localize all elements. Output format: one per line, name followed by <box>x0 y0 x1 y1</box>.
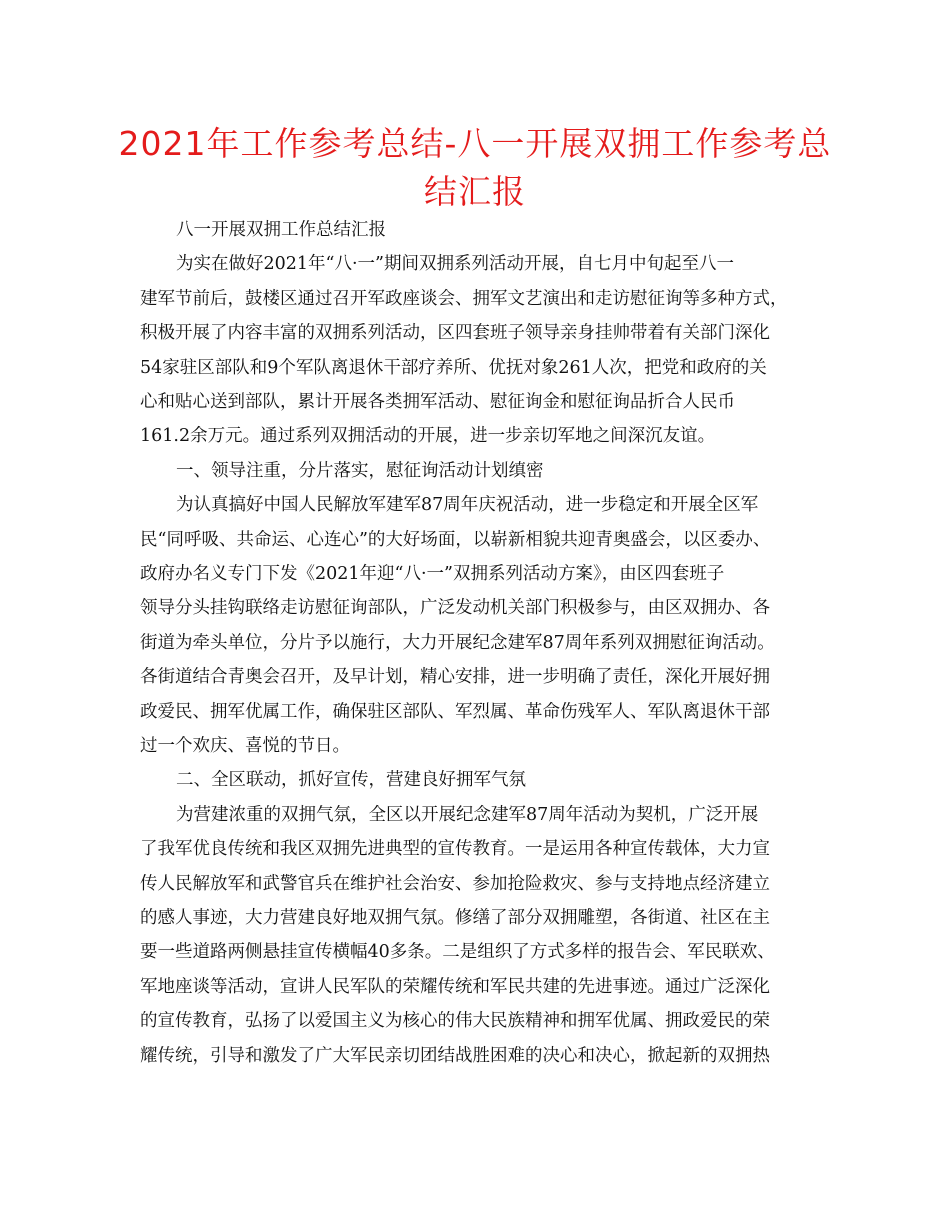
body-line: 政爱民、拥军优属工作，确保驻区部队、军烈属、革命伤残军人、军队离退休干部 <box>140 701 770 722</box>
body-line: 为营建浓重的双拥气氛，全区以开展纪念建军87周年活动为契机，广泛开展 <box>176 804 759 825</box>
body-line: 军地座谈等活动，宣讲人民军队的荣耀传统和军民共建的先进事迹。通过广泛深化 <box>140 976 770 997</box>
body-line: 领导分头挂钩联络走访慰征询部队，广泛发动机关部门积极参与，由区双拥办、各 <box>140 598 770 619</box>
body-line: 二、全区联动，抓好宣传，营建良好拥军气氛 <box>176 770 526 791</box>
body-line: 的感人事迹，大力营建良好地双拥气氛。修缮了部分双拥雕塑，各街道、社区在主 <box>140 908 770 928</box>
document-title <box>95 120 855 216</box>
body-line: 各街道结合青奥会召开，及早计划，精心安排，进一步明确了责任，深化开展好拥 <box>140 667 770 688</box>
body-line: 政府办名义专门下发《2021年迎“八·一”双拥系列活动方案》，由区四套班子 <box>140 564 725 584</box>
body-line: 了我军优良传统和我区双拥先进典型的宣传教育。一是运用各种宣传载体，大力宣 <box>140 839 770 860</box>
body-line: 民“同呼吸、共命运、心连心”的大好场面，以崭新相貌共迎青奥盛会，以区委办、 <box>140 529 771 550</box>
body-line: 的宣传教育，弘扬了以爱国主义为核心的伟大民族精神和拥军优属、拥政爱民的荣 <box>140 1011 770 1032</box>
body-line: 建军节前后，鼓楼区通过召开军政座谈会、拥军文艺演出和走访慰征询等多种方式， <box>140 288 788 309</box>
body-line: 为认真搞好中国人民解放军建军87周年庆祝活动，进一步稳定和开展全区军 <box>176 495 759 516</box>
title-line-1: 2021年工作参考总结-八一开展双拥工作参考总 <box>118 124 832 163</box>
body-line: 耀传统，引导和激发了广大军民亲切团结战胜困难的决心和决心，掀起新的双拥热 <box>140 1045 770 1066</box>
body-line: 要一些道路两侧悬挂宣传横幅40多条。二是组织了方式多样的报告会、军民联欢、 <box>140 942 775 963</box>
body-line: 一、领导注重，分片落实，慰征询活动计划缜密 <box>176 460 544 481</box>
body-line: 54家驻区部队和9个军队离退休干部疗养所、优抚对象261人次，把党和政府的关 <box>140 357 767 378</box>
body-line: 心和贴心送到部队，累计开展各类拥军活动、慰征询金和慰征询品折合人民币 <box>140 392 735 412</box>
body-line: 八一开展双拥工作总结汇报 <box>176 220 386 240</box>
body-line: 积极开展了内容丰富的双拥系列活动，区四套班子领导亲身挂帅带着有关部门深化 <box>140 323 770 344</box>
body-line: 传人民解放军和武警官兵在维护社会治安、参加抢险救灾、参与支持地点经济建立 <box>140 873 770 894</box>
body-line: 161.2余万元。通过系列双拥活动的开展，进一步亲切军地之间深沉友谊。 <box>140 426 716 447</box>
body-line: 为实在做好2021年“八·一”期间双拥系列活动开展，自七月中旬起至八一 <box>176 254 734 275</box>
body-line: 街道为牵头单位，分片予以施行，大力开展纪念建军87周年系列双拥慰征询活动。 <box>140 632 775 653</box>
title-line-2: 结汇报 <box>424 172 526 211</box>
body-line: 过一个欢庆、喜悦的节日。 <box>140 736 350 756</box>
